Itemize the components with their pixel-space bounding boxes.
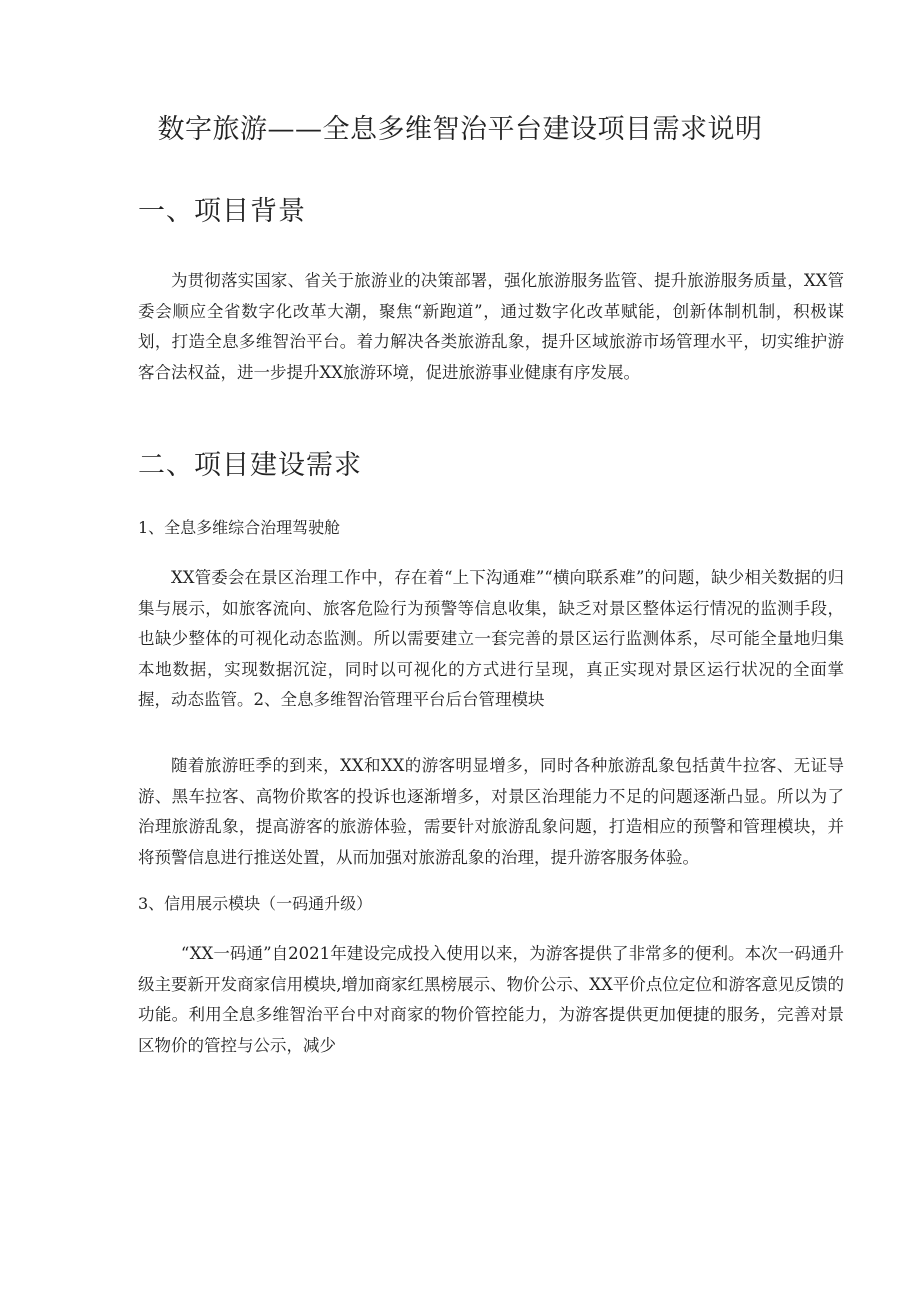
section-heading-requirements: 二、项目建设需求 — [138, 450, 362, 481]
credit-module-paragraph: “XX一码通”自2021年建设完成投入使用以来，为游客提供了非常多的便利。本次一码通升级主要新开发商家信用模块,增加商家红黑榜展示、物价公示、XX平价点位定位和游客意见反馈的功能。利用全息多维智治平台中对商家的物价管控能力，为游客提供更加便捷的服务，完善对景区物价的管控与公示，减少 — [138, 944, 844, 1055]
cockpit-paragraph: XX管委会在景区治理工作中，存在着“上下沟通难”“横向联系难”的问题，缺少相关数据的归集与展示，如旅客流向、旅客危险行为预警等信息收集，缺乏对景区整体运行情况的监测手段，也缺少整体的可视化动态监测。所以需要建立一套完善的景区运行监测体系，尽可能全量地归集本地数据，实现数据沉淀，同时以可视化的方式进行呈现，真正实现对景区运行状况的全面掌握，动态监管。2、全息多维智治管理平台后台管理模块 — [138, 568, 844, 710]
document-title: 数字旅游——全息多维智治平台建设项目需求说明 — [157, 114, 763, 145]
subheading-cockpit: 1、全息多维综合治理驾驶舱 — [138, 518, 341, 537]
background-paragraph: 为贯彻落实国家、省关于旅游业的决策部署，强化旅游服务监管、提升旅游服务质量，XX管委会顺应全省数字化改革大潮，聚焦“新跑道”，通过数字化改革赋能，创新体制机制，积极谋划，打造全息多维智治平台。着力解决各类旅游乱象，提升区域旅游市场管理水平，切实维护游客合法权益，进一步提升XX旅游环境，促进旅游事业健康有序发展。 — [138, 271, 844, 382]
section-heading-background: 一、项目背景 — [138, 196, 306, 227]
subheading-credit-module: 3、信用展示模块（一码通升级） — [138, 894, 373, 913]
management-module-paragraph: 随着旅游旺季的到来，XX和XX的游客明显增多，同时各种旅游乱象包括黄牛拉客、无证导游、黑车拉客、高物价欺客的投诉也逐渐增多，对景区治理能力不足的问题逐渐凸显。所以为了治理旅游乱象，提高游客的旅游体验，需要针对旅游乱象问题，打造相应的预警和管理模块，并将预警信息进行推送处置，从而加强对旅游乱象的治理，提升游客服务体验。 — [138, 756, 844, 867]
